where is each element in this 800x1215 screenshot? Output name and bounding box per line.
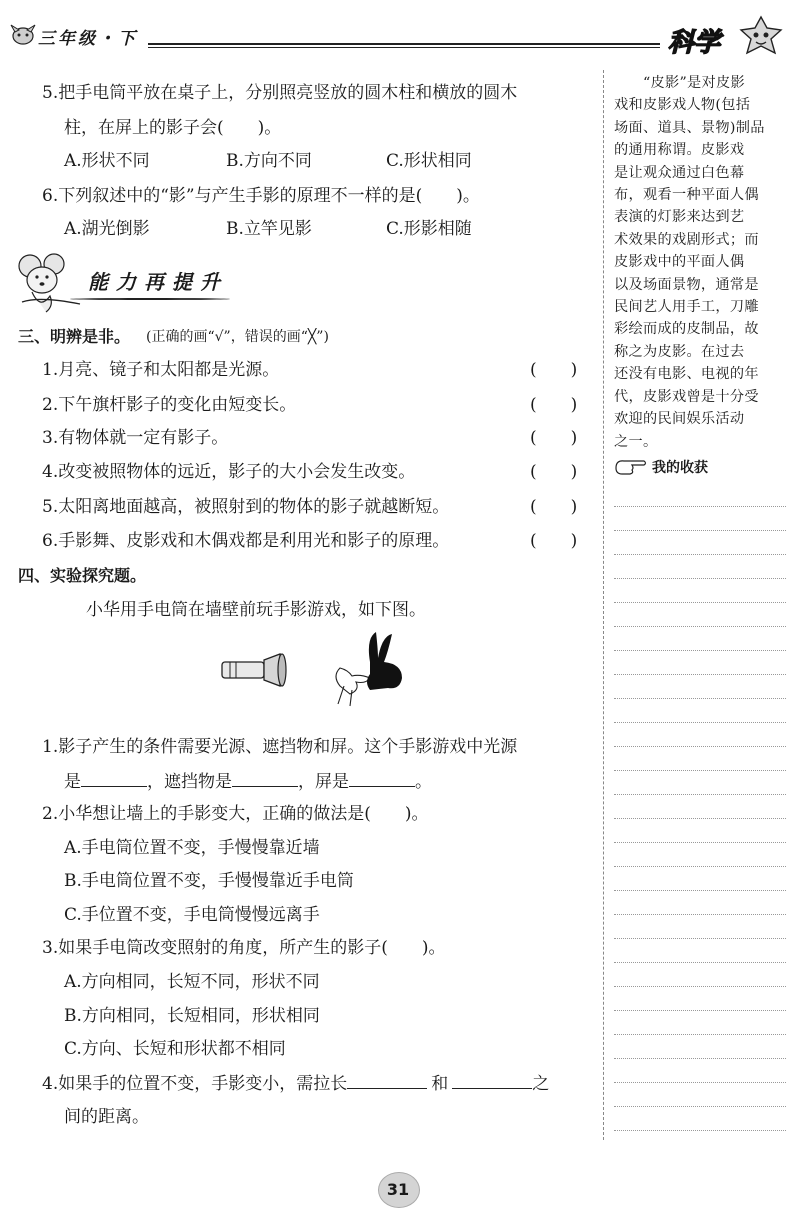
- page-number: 31: [386, 1180, 410, 1199]
- notes-line[interactable]: [614, 746, 786, 747]
- s4-q4-text-c: 之: [532, 1074, 550, 1094]
- notes-line[interactable]: [614, 794, 786, 795]
- notes-line[interactable]: [614, 914, 786, 915]
- mascot-icon: [8, 22, 38, 48]
- notes-line[interactable]: [614, 578, 786, 579]
- notes-line[interactable]: [614, 554, 786, 555]
- sidebar-line: 术效果的戏剧形式；而: [614, 231, 759, 248]
- sidebar-line: 代，皮影戏曾是十分受: [614, 388, 759, 405]
- obstacle-blank[interactable]: [232, 770, 298, 787]
- s3-answer-4[interactable]: ( ): [530, 462, 578, 482]
- s4-q3-option-c: C.方向、长短和形状都不相同: [64, 1039, 286, 1059]
- notes-line[interactable]: [614, 1106, 786, 1107]
- sidebar-line: “皮影”是对皮影: [614, 75, 746, 91]
- sidebar-line: 以及场面景物，通常是: [614, 276, 759, 293]
- notes-line[interactable]: [614, 962, 786, 963]
- sidebar-line: 布，观看一种平面人偶: [614, 187, 759, 204]
- notes-line[interactable]: [614, 602, 786, 603]
- section4-intro: 小华用手电筒在墙壁前玩手影游戏，如下图。: [86, 600, 426, 620]
- q5-option-a: A.形状不同: [64, 151, 150, 171]
- notes-line[interactable]: [614, 530, 786, 531]
- q5-line2: 柱，在屏上的影子会( )。: [64, 118, 282, 138]
- notes-line[interactable]: [614, 650, 786, 651]
- notes-line[interactable]: [614, 842, 786, 843]
- s4-q2-option-c: C.手位置不变，手电筒慢慢远离手: [64, 905, 320, 925]
- sidebar-line: 彩绘而成的皮制品，故: [614, 321, 759, 338]
- header-mascot-left: [8, 22, 38, 48]
- notes-line[interactable]: [614, 986, 786, 987]
- sidebar-line: 欢迎的民间娱乐活动: [614, 411, 745, 428]
- notes-line[interactable]: [614, 722, 786, 723]
- notes-line[interactable]: [614, 938, 786, 939]
- banner: [10, 252, 230, 314]
- s4-q1-text-d: 。: [415, 772, 432, 792]
- s3-item-3: 3.有物体就一定有影子。: [42, 428, 229, 448]
- s3-answer-6[interactable]: ( ): [530, 531, 578, 551]
- notes-header: [614, 454, 786, 480]
- s4-q1-line1: 1.影子产生的条件需要光源、遮挡物和屏。这个手影游戏中光源: [42, 737, 518, 757]
- s4-q1-text-b: ，遮挡物是: [147, 772, 232, 792]
- header-subject: 科学: [668, 28, 721, 58]
- s3-item-6: 6.手影舞、皮影戏和木偶戏都是利用光和影子的原理。: [42, 531, 450, 551]
- light-source-blank[interactable]: [81, 770, 147, 787]
- s3-answer-5[interactable]: ( ): [530, 497, 578, 517]
- q6-option-a: A.湖光倒影: [64, 219, 150, 239]
- s4-q4-line1: [42, 1072, 549, 1095]
- sidebar-line: 还没有电影、电视的年: [614, 366, 759, 383]
- sidebar-line: 是让观众通过白色幕: [614, 164, 745, 181]
- q5-option-b: B.方向不同: [226, 151, 312, 171]
- notes-line[interactable]: [614, 674, 786, 675]
- notes-line[interactable]: [614, 1010, 786, 1011]
- notes-line[interactable]: [614, 626, 786, 627]
- sidebar-line: 场面、道具、景物)制品: [614, 119, 765, 136]
- notes-line[interactable]: [614, 1082, 786, 1083]
- notes-line[interactable]: [614, 1034, 786, 1035]
- header-mascot-right: [735, 14, 787, 58]
- screen-blank[interactable]: [349, 770, 415, 787]
- pointing-hand-icon: [614, 456, 648, 478]
- flashlight-hand-shadow-icon: [220, 628, 420, 710]
- s4-q1-text-a: 是: [64, 772, 81, 792]
- s3-item-5: 5.太阳离地面越高，被照射到的物体的影子就越断短。: [42, 497, 450, 517]
- s3-item-1: 1.月亮、镜子和太阳都是光源。: [42, 360, 280, 380]
- sidebar-line: 称之为皮影。在过去: [614, 343, 745, 360]
- banner-title: 能力再提升: [88, 270, 228, 294]
- notes-title: 我的收获: [652, 460, 708, 476]
- s4-q4-line2: 间的距离。: [64, 1107, 149, 1127]
- distance-blank-2[interactable]: [452, 1072, 532, 1089]
- s4-q1-text-c: ，屏是: [298, 772, 349, 792]
- notes-line[interactable]: [614, 818, 786, 819]
- sidebar-divider: [603, 70, 604, 1140]
- q6-option-c: C.形影相随: [386, 219, 472, 239]
- s4-q3-option-b: B.方向相同，长短相同，形状相同: [64, 1006, 320, 1026]
- section4-title: 四、实验探究题。: [18, 566, 147, 585]
- sidebar-line: 皮影戏中的平面人偶: [614, 254, 745, 271]
- s4-q1-line2: [64, 770, 432, 793]
- sidebar-line: 表演的灯影来达到艺: [614, 209, 745, 226]
- sidebar-passage: [614, 72, 786, 453]
- s3-answer-1[interactable]: ( ): [530, 360, 578, 380]
- mouse-mascot-icon: [10, 252, 90, 314]
- notes-line[interactable]: [614, 1130, 786, 1131]
- notes-line[interactable]: [614, 1058, 786, 1059]
- hand-shadow-illustration: [220, 628, 420, 710]
- sidebar-line: 民间艺人用手工，刀雕: [614, 299, 759, 316]
- s4-q4-text-a: 4.如果手的位置不变，手影变小，需拉长: [42, 1074, 348, 1094]
- q5-line1: 5.把手电筒平放在桌子上，分别照亮竖放的圆木柱和横放的圆木: [42, 83, 518, 103]
- s4-q3: 3.如果手电筒改变照射的角度，所产生的影子( )。: [42, 938, 446, 958]
- s3-answer-2[interactable]: ( ): [530, 395, 578, 415]
- s3-answer-3[interactable]: ( ): [530, 428, 578, 448]
- notes-line[interactable]: [614, 506, 786, 507]
- q5-option-c: C.形状相同: [386, 151, 472, 171]
- notes-line[interactable]: [614, 698, 786, 699]
- banner-underline: [70, 298, 230, 300]
- distance-blank-1[interactable]: [347, 1072, 427, 1089]
- s4-q4-text-b: 和: [431, 1074, 449, 1094]
- q6-line1: 6.下列叙述中的“影”与产生手影的原理不一样的是( )。: [42, 186, 480, 206]
- header-grade: 三年级・下: [38, 29, 138, 49]
- q6-option-b: B.立竿见影: [226, 219, 312, 239]
- s4-q2-option-b: B.手电筒位置不变，手慢慢靠近手电筒: [64, 871, 354, 891]
- sidebar-line: 戏和皮影戏人物(包括: [614, 97, 751, 114]
- s4-q2-option-a: A.手电筒位置不变，手慢慢靠近墙: [64, 838, 320, 858]
- s4-q2: 2.小华想让墙上的手影变大，正确的做法是( )。: [42, 804, 429, 824]
- star-mascot-icon: [735, 14, 787, 58]
- sidebar-line: 的通用称谓。皮影戏: [614, 142, 745, 159]
- s3-item-2: 2.下午旗杆影子的变化由短变长。: [42, 395, 297, 415]
- sidebar-line: 之一。: [614, 433, 658, 450]
- section3-title: 三、明辨是非。: [18, 327, 131, 346]
- notes-line[interactable]: [614, 890, 786, 891]
- s3-item-4: 4.改变被照物体的远近，影子的大小会发生改变。: [42, 462, 416, 482]
- section3-hint: (正确的画“√”，错误的画“╳”): [146, 329, 329, 345]
- notes-line[interactable]: [614, 770, 786, 771]
- s4-q3-option-a: A.方向相同，长短不同，形状不同: [64, 972, 320, 992]
- notes-line[interactable]: [614, 866, 786, 867]
- header-rule: [148, 43, 660, 45]
- header-rule-thin: [148, 47, 660, 48]
